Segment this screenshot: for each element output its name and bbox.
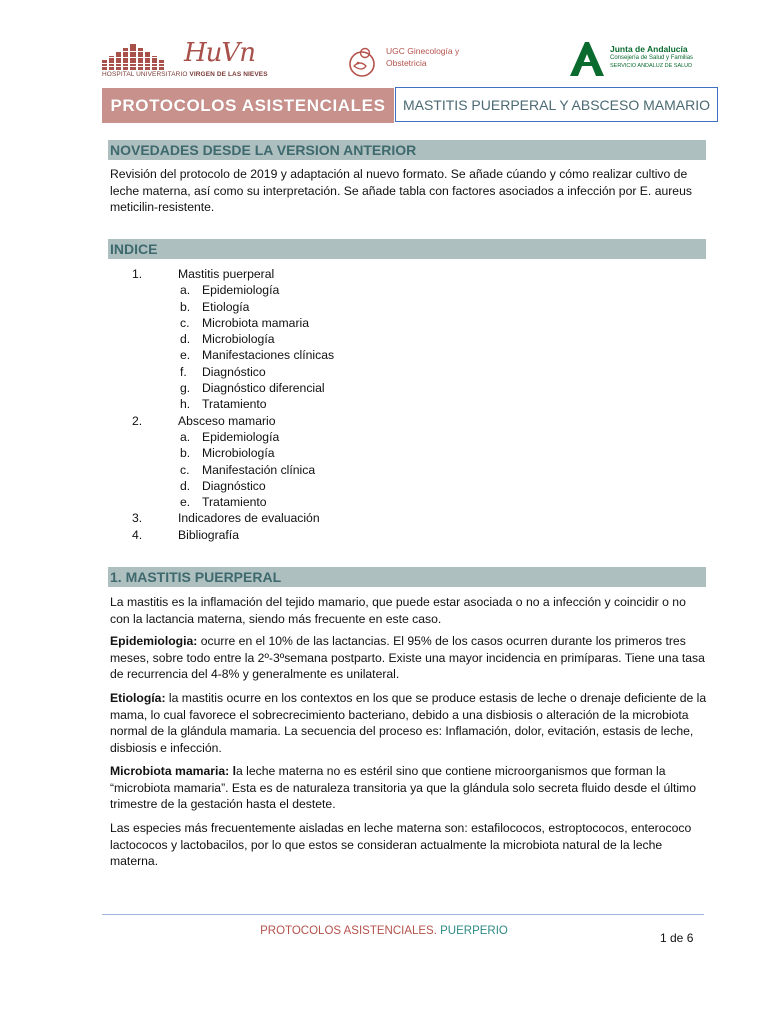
footer-divider — [102, 914, 704, 915]
toc-item-label: Manifestación clínica — [202, 462, 316, 477]
epidemiologia-label: Epidemiologia: — [110, 634, 198, 648]
toc-item-number: g. — [180, 381, 191, 396]
toc-item-number: 1. — [132, 267, 143, 281]
toc-item-label: Manifestaciones clínicas — [202, 348, 335, 363]
toc-item-label: Microbiota mamaria — [202, 315, 310, 330]
toc-item-label: Mastitis puerperal — [178, 267, 275, 281]
toc-item — [108, 445, 508, 461]
table-of-contents — [108, 266, 508, 543]
toc-item-label: Tratamiento — [202, 397, 267, 412]
toc-item — [108, 462, 508, 478]
ugc-line1: UGC Ginecología y — [386, 46, 460, 56]
toc-item-number: c. — [180, 315, 190, 330]
toc-item-label: Microbiología — [202, 332, 275, 347]
microbiota-label: Microbiota mamaria: l — [110, 764, 236, 778]
toc-item-number: 4. — [132, 527, 143, 542]
microbiota-text: a leche materna no es estéril sino que contiene microorganismos que forman la “microbiota mamaria”. Esta es de naturaleza transitoria ya que la glándula solo secreta fluido desde el último trimestre de la gestación hasta el destete. — [110, 764, 696, 811]
novedades-text: Revisión del protocolo de 2019 y adaptación al nuevo formato. Se añade cúando y cómo realizar cultivo de leche materna, así como su interpretación. Se añade tabla con factores asociados a infección por E. aureus meticilin-resistente. — [110, 167, 692, 214]
toc-item — [108, 494, 508, 510]
page-number: 1 de 6 — [660, 931, 694, 945]
toc-item-number: d. — [180, 478, 191, 493]
toc-item-label: Etiología — [202, 299, 250, 314]
hospital-building-icon — [102, 44, 180, 70]
toc-item — [108, 266, 508, 282]
toc-item — [108, 347, 508, 363]
toc-item-label: Bibliografía — [178, 527, 239, 542]
toc-item — [108, 413, 508, 429]
junta-line1: Junta de Andalucía — [610, 44, 688, 54]
hospital-logo — [102, 38, 268, 82]
section1-heading: 1. MASTITIS PUERPERAL — [108, 567, 706, 587]
toc-item-number: c. — [180, 462, 190, 477]
toc-item-label: Epidemiología — [202, 283, 280, 298]
toc-item-number: h. — [180, 397, 191, 412]
toc-item-label: Tratamiento — [202, 495, 267, 510]
etiologia-label: Etiología: — [110, 691, 166, 705]
junta-arch-icon — [568, 40, 606, 76]
toc-item-label: Microbiología — [202, 446, 275, 461]
toc-item — [108, 527, 508, 543]
epidemiologia-paragraph — [110, 633, 708, 683]
toc-item — [108, 478, 508, 494]
ugc-logo — [344, 44, 474, 80]
epidemiologia-text: ocurre en el 10% de las lactancias. El 95% de los casos ocurren durante los primeros tres meses, sobre todo entre la 2º-3ºsemana postparto. Existe una mayor incidencia en primíparas. Tiene una tasa de recurrencia del 4-8% y generalmente es unilateral. — [110, 634, 705, 681]
junta-line2: Consejería de Salud y Familias — [610, 55, 694, 61]
toc-item-label: Diagnóstico — [202, 364, 266, 379]
etiologia-paragraph — [110, 690, 708, 756]
indice-heading: INDICE — [108, 239, 706, 259]
toc-item-number: e. — [180, 495, 191, 510]
toc-item-number: b. — [180, 299, 191, 314]
mastitis-intro: La mastitis es la inflamación del tejido mamario, que puede estar asociada o no a infección y coincidir o no con la lactancia materna, siendo más frecuente en este caso. — [110, 595, 686, 626]
etiologia-text: la mastitis ocurre en los contextos en los que se produce estasis de leche o drenaje deficiente de la mama, lo cual favorece el sobrecrecimiento bacteriano, debido a una disbiosis o alteración de la microbiota normal de la glándula mamaria. La secuencia del proceso es: Inflamación, dolor, evitación, estasis de leche, disbiosis e infección. — [110, 691, 707, 755]
toc-item-label: Epidemiología — [202, 429, 280, 444]
toc-item-number: a. — [180, 429, 191, 444]
junta-line3: SERVICIO ANDALUZ DE SALUD — [610, 63, 693, 69]
microbiota-paragraph — [110, 763, 708, 813]
toc-item-number: d. — [180, 332, 191, 347]
toc-item — [108, 429, 508, 445]
toc-item-number: b. — [180, 446, 191, 461]
toc-item-number: f. — [180, 364, 187, 379]
toc-item — [108, 380, 508, 396]
toc-item-label: Absceso mamario — [178, 413, 276, 428]
toc-item-number: 2. — [132, 413, 143, 428]
toc-item — [108, 315, 508, 331]
toc-item-label: Indicadores de evaluación — [178, 511, 320, 526]
toc-item — [108, 364, 508, 380]
toc-item — [108, 299, 508, 315]
toc-item — [108, 510, 508, 526]
document-title: MASTITIS PUERPERAL Y ABSCESO MAMARIO — [395, 87, 718, 122]
toc-item — [108, 396, 508, 412]
toc-item-label: Diagnóstico diferencial — [202, 381, 325, 396]
hospital-brand: HuVn — [184, 38, 255, 68]
toc-item-number: 3. — [132, 511, 143, 526]
protocol-banner: PROTOCOLOS ASISTENCIALES — [102, 88, 394, 123]
obstetrics-icon — [344, 44, 380, 80]
footer-title: PROTOCOLOS ASISTENCIALES. PUERPERIO — [260, 925, 508, 937]
especies-paragraph: Las especies más frecuentemente aisladas en leche materna son: estafilococos, estroptococos, enterococo lactococos y lactobacilos, por lo que estos se consideran actualmente la microbiota natural de la leche materna. — [110, 821, 692, 868]
toc-item-number: a. — [180, 283, 191, 298]
toc-item-number: e. — [180, 348, 191, 363]
novedades-heading: NOVEDADES DESDE LA VERSION ANTERIOR — [108, 140, 706, 160]
toc-item-label: Diagnóstico — [202, 478, 266, 493]
toc-item — [108, 282, 508, 298]
toc-item — [108, 331, 508, 347]
ugc-line2: Obstetricia — [386, 58, 427, 68]
hospital-subtitle: HOSPITAL UNIVERSITARIO VIRGEN DE LAS NIEVES — [102, 71, 268, 78]
junta-logo — [568, 40, 708, 80]
